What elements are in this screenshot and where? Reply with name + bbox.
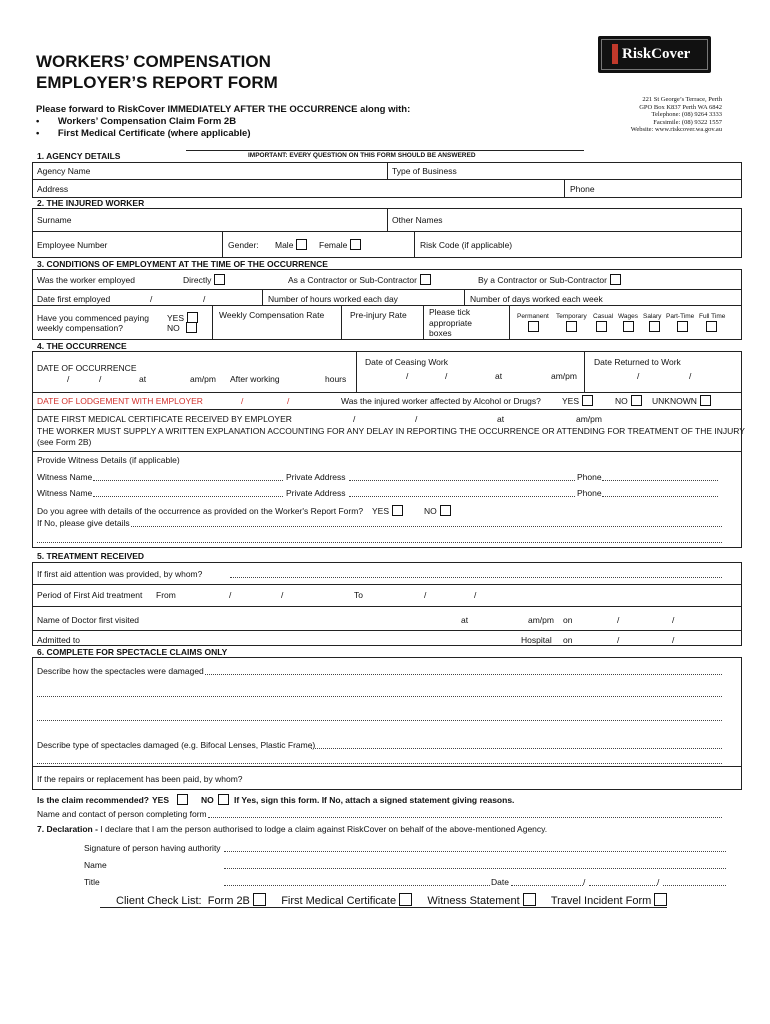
checklist-first-medical-cert[interactable]: First Medical Certificate [281, 895, 412, 907]
date-separator: / [617, 635, 620, 645]
section3-title: 3. CONDITIONS OF EMPLOYMENT AT THE TIME OF THE OCCURRENCE [37, 259, 328, 269]
temporary-checkbox[interactable] [566, 321, 577, 332]
date-ceasing-work-field[interactable]: Date of Ceasing Work [365, 357, 448, 367]
commenced-yes-checkbox[interactable]: YES [167, 312, 198, 323]
gender-female-checkbox[interactable]: Female [319, 239, 361, 250]
declaration-date-year-field[interactable] [663, 885, 726, 886]
date-separator: / [406, 371, 409, 381]
witness2-name-field[interactable] [93, 496, 283, 497]
at-label: at [461, 615, 469, 625]
alcohol-no-checkbox[interactable]: NO [615, 395, 642, 406]
doctor-name-field[interactable]: Name of Doctor first visited [37, 615, 140, 625]
spectacles-damaged-field[interactable] [205, 674, 722, 675]
date-separator: / [229, 590, 232, 600]
agree-question: Do you agree with details of the occurrence as provided on the Worker's Report Form? [37, 506, 364, 516]
witness1-name-field[interactable] [93, 480, 283, 481]
declaration-date-month-field[interactable] [589, 885, 657, 886]
date-lodgement-field[interactable]: DATE OF LODGEMENT WITH EMPLOYER [37, 396, 203, 406]
emp-type-part-time: Part-Time [666, 313, 695, 320]
wages-checkbox[interactable] [623, 321, 634, 332]
ampm-label: am/pm [576, 414, 602, 424]
spectacles-box [32, 657, 742, 790]
date-separator: / [617, 615, 620, 625]
form-title-line2: EMPLOYER’S REPORT FORM [36, 73, 278, 92]
bullet-medical-cert: • First Medical Certificate (where applicable) [36, 128, 251, 139]
risk-code-field[interactable]: Risk Code (if applicable) [420, 240, 513, 250]
date-separator: / [281, 590, 284, 600]
surname-field[interactable]: Surname [37, 215, 72, 225]
at-label: at [495, 371, 503, 381]
if-no-details-label: If No, please give details [37, 518, 130, 528]
date-separator: / [445, 371, 448, 381]
spectacles-type-field-2[interactable] [37, 763, 722, 764]
sign-note: If Yes, sign this form. If No, attach a signed statement giving reasons. [234, 795, 515, 805]
date-separator: / [150, 294, 153, 304]
declaration-date-day-field[interactable] [511, 885, 583, 886]
if-no-details-field[interactable] [131, 526, 722, 527]
date-returned-field[interactable]: Date Returned to Work [594, 357, 681, 367]
recommended-question: Is the claim recommended? [37, 795, 149, 805]
alcohol-unknown-checkbox[interactable]: UNKNOWN [652, 395, 711, 406]
date-separator: / [672, 635, 675, 645]
agency-address-field[interactable]: Address [37, 184, 69, 194]
on-label: on [563, 635, 573, 645]
date-separator: / [287, 396, 290, 406]
name-contact-field[interactable] [208, 817, 722, 818]
witness2-name-label: Witness Name [37, 488, 93, 498]
checklist-travel-incident[interactable]: Travel Incident Form [551, 895, 667, 907]
first-aid-field[interactable] [230, 577, 722, 578]
permanent-checkbox[interactable] [528, 321, 539, 332]
gender-male-checkbox[interactable]: Male [275, 239, 307, 250]
declaration-date-label: Date [491, 877, 509, 887]
date-separator: / [67, 374, 70, 384]
date-separator: / [657, 877, 660, 887]
hours-label: hours [325, 374, 347, 384]
ampm-label: am/pm [551, 371, 577, 381]
explanation-line1: THE WORKER MUST SUPPLY A WRITTEN EXPLANATION ACCOUNTING FOR ANY DELAY IN REPORTING THE OCCURRENCE OR ATTENDING FOR TREATMENT OF THE INJURY [37, 426, 745, 436]
period-first-aid-label: Period of First Aid treatment [37, 590, 143, 600]
section6-title: 6. COMPLETE FOR SPECTACLE CLAIMS ONLY [37, 647, 228, 657]
salary-checkbox[interactable] [649, 321, 660, 332]
emp-type-salary: Salary [643, 313, 662, 320]
signature-field[interactable] [224, 851, 726, 852]
witness-details-label: Provide Witness Details (if applicable) [37, 455, 180, 465]
emp-type-wages: Wages [618, 313, 638, 320]
witness2-address-label: Private Address [286, 488, 346, 498]
date-separator: / [241, 396, 244, 406]
employed-question: Was the worker employed [37, 275, 135, 285]
date-first-employed-field[interactable]: Date first employed [37, 294, 111, 304]
witness2-phone-label: Phone [577, 488, 602, 498]
hours-per-day-field[interactable]: Number of hours worked each day [268, 294, 398, 304]
witness1-phone-field[interactable] [602, 480, 718, 481]
repairs-paid-field[interactable]: If the repairs or replacement has been paid, by whom? [37, 774, 243, 784]
witness1-address-field[interactable] [349, 480, 575, 481]
declarant-name-label: Name [84, 860, 107, 870]
ampm-label: am/pm [528, 615, 554, 625]
logo: RiskCover [598, 36, 711, 73]
other-names-field[interactable]: Other Names [392, 215, 443, 225]
client-checklist: Client Check List: Form 2B First Medical Certificate Witness Statement Travel Incident Form [116, 893, 667, 907]
witness1-phone-label: Phone [577, 472, 602, 482]
emp-type-casual: Casual [593, 313, 614, 320]
form-title-line1: WORKERS’ COMPENSATION [36, 52, 271, 71]
after-working-label: After working [230, 374, 280, 384]
alcohol-question: Was the injured worker affected by Alcohol or Drugs? [341, 396, 541, 406]
date-separator: / [203, 294, 206, 304]
date-separator: / [415, 414, 418, 424]
ampm-label: am/pm [190, 374, 216, 384]
employed-as-contractor-checkbox[interactable]: As a Contractor or Sub-Contractor [288, 274, 431, 285]
spectacles-damaged-field-2[interactable] [37, 696, 722, 697]
employed-by-contractor-checkbox[interactable]: By a Contractor or Sub-Contractor [478, 274, 621, 285]
agency-phone-field[interactable]: Phone [570, 184, 595, 194]
agency-name-field[interactable]: Agency Name [37, 166, 91, 176]
if-no-details-field-2[interactable] [37, 542, 722, 543]
section4-title: 4. THE OCCURRENCE [37, 341, 127, 351]
agree-no-checkbox[interactable]: NO [424, 505, 451, 516]
admitted-to-field[interactable]: Admitted to [37, 635, 80, 645]
full-time-checkbox[interactable] [706, 321, 717, 332]
agree-yes-checkbox[interactable]: YES [372, 505, 403, 516]
section5-title: 5. TREATMENT RECEIVED [37, 551, 145, 561]
important-note: IMPORTANT: EVERY QUESTION ON THIS FORM SHOULD BE ANSWERED [248, 152, 476, 159]
gender-label: Gender: [228, 240, 259, 250]
days-per-week-field[interactable]: Number of days worked each week [470, 294, 603, 304]
bullet-form-2b: • Workers’ Compensation Claim Form 2B [36, 116, 237, 127]
date-separator: / [637, 371, 640, 381]
emp-type-permanent: Permanent [517, 313, 549, 320]
weekly-comp-rate-field[interactable]: Weekly Compensation Rate [219, 310, 325, 320]
at-label: at [139, 374, 147, 384]
spectacles-type-field[interactable] [311, 748, 722, 749]
date-separator: / [99, 374, 102, 384]
employed-directly-checkbox[interactable]: Directly [183, 274, 225, 285]
spectacles-damaged-label: Describe how the spectacles were damaged [37, 666, 204, 676]
forward-note: Please forward to RiskCover IMMEDIATELY AFTER THE OCCURRENCE along with: [36, 104, 411, 115]
on-label: on [563, 615, 573, 625]
to-label: To [354, 590, 363, 600]
date-separator: / [689, 371, 692, 381]
declarant-title-label: Title [84, 877, 100, 887]
spectacles-type-label: Describe type of spectacles damaged (e.g. Bifocal Lenses, Plastic Frame) [37, 740, 316, 750]
declarant-title-field[interactable] [224, 885, 490, 886]
first-aid-label: If first aid attention was provided, by whom? [37, 569, 203, 579]
witness1-address-label: Private Address [286, 472, 346, 482]
declaration: 7. Declaration - I declare that I am the person authorised to lodge a claim against RiskCover on behalf of the above-mentioned Agency. [37, 824, 548, 834]
alcohol-yes-checkbox[interactable]: YES [562, 395, 593, 406]
commenced-paying-label-2: weekly compensation? [37, 323, 123, 333]
name-contact-label: Name and contact of person completing form [37, 809, 207, 819]
declarant-name-field[interactable] [224, 868, 726, 869]
date-separator: / [583, 877, 586, 887]
explanation-line2: (see Form 2B) [37, 437, 92, 447]
recommended-yes-checkbox[interactable]: YES [152, 794, 188, 805]
part-time-checkbox[interactable] [677, 321, 688, 332]
emp-type-temporary: Temporary [556, 313, 587, 320]
at-label: at [497, 414, 505, 424]
date-separator: / [424, 590, 427, 600]
date-separator: / [672, 615, 675, 625]
section1-title: 1. AGENCY DETAILS [37, 151, 121, 161]
recommended-no-checkbox[interactable]: NO [201, 794, 229, 805]
type-of-business-field[interactable]: Type of Business [392, 166, 457, 176]
date-separator: / [353, 414, 356, 424]
commenced-paying-label-1: Have you commenced paying [37, 313, 149, 323]
from-label: From [156, 590, 176, 600]
checklist-witness-statement[interactable]: Witness Statement [427, 895, 535, 907]
pre-injury-rate-field[interactable]: Pre-injury Rate [350, 310, 407, 320]
casual-checkbox[interactable] [596, 321, 607, 332]
hospital-label: Hospital [521, 635, 552, 645]
employee-number-field[interactable]: Employee Number [37, 240, 108, 250]
please-tick-note: Please tick appropriate boxes [429, 307, 473, 338]
witness2-phone-field[interactable] [602, 496, 718, 497]
section2-title: 2. THE INJURED WORKER [37, 198, 145, 208]
spectacles-damaged-field-3[interactable] [37, 720, 722, 721]
emp-type-full-time: Full Time [699, 313, 726, 320]
witness1-name-label: Witness Name [37, 472, 93, 482]
date-of-occurrence-field[interactable]: DATE OF OCCURRENCE [37, 363, 137, 373]
date-separator: / [474, 590, 477, 600]
riskcover-address: 221 St George’s Terrace, Perth GPO Box K837 Perth WA 6842 Telephone: (08) 9264 3333 Facsimile: (08) 9322 1557 Website: www.riskcover.wa.gov.au [630, 96, 722, 134]
witness2-address-field[interactable] [349, 496, 575, 497]
commenced-no-checkbox[interactable]: NO [167, 322, 197, 333]
date-first-med-field[interactable]: DATE FIRST MEDICAL CERTIFICATE RECEIVED BY EMPLOYER [37, 414, 292, 424]
checklist-form-2b[interactable]: Form 2B [208, 895, 266, 907]
signature-label: Signature of person having authority [84, 843, 221, 853]
